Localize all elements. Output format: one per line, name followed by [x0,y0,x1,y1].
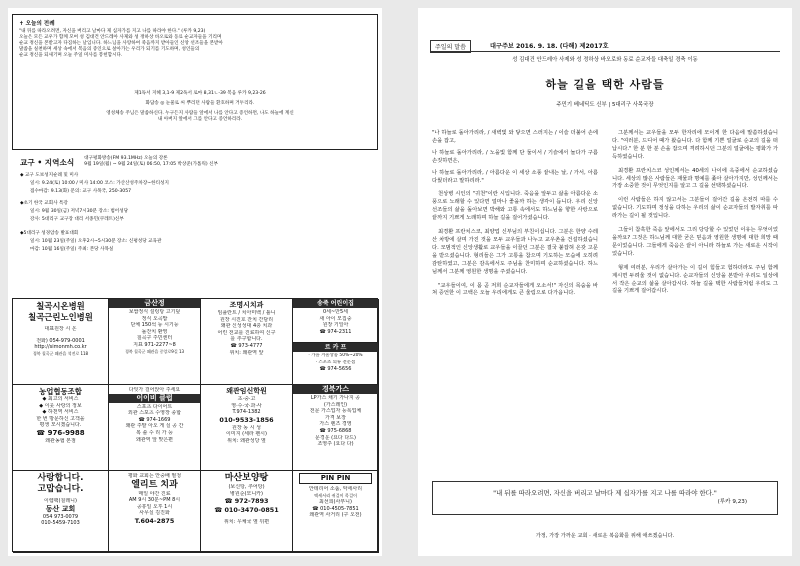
homily-paragraph: 그분께서는 교우들을 모두 한자리에 모이게 한 다음에 말씀하셨습니다. "여러분, 드디어 때가 왔습니다. 다 함께 기쁜 얼굴로 순교의 길을 떠납시다." 한 분 한 분 손을 잡으며 격려하시던 그분의 얼굴에는 평화가 가득하였습니다. [612,130,778,160]
liturgy-title: ✝ 오늘의 전례 [19,21,55,27]
issue-info: 대구주보 2016. 9. 18. (다해) 제2017호 [490,43,609,50]
ad-line: 어린 전교를 진료하여 신구 [217,329,276,336]
news-item-heading: ◆5대리구 성경암송 발표대회 [20,231,79,237]
ad-phone: ☎ 976-9988 [36,428,85,437]
ad-line: 경북 칠곡군 왜관읍 중앙로9길 13 [124,348,185,354]
ad-line: 매일 야간 진료 [138,490,171,497]
ad-line: 액세서리 귀걸이 목걸이 [313,492,358,498]
ad-phone: ☎ 010-3470-0851 [214,506,279,515]
ad-line: 초·중·고 [237,396,256,402]
ad-title: 이이비 클럽 [109,394,200,403]
ad-line: 스포츠 다이어트 [136,403,173,410]
ad-line: 평화 교회는 안중배 필청 [127,473,182,479]
ad-line: ☎ 974-2311 [319,328,352,335]
ad-line: 복 솔 수 리 가 능 [136,429,173,436]
ad-line: 010-5459-7103 [41,520,80,527]
ad-line: 전문 가스업자 등록업체 [309,408,362,415]
ad-geumsanjeong [109,299,201,385]
ad-gyeongbuk-gas [293,385,379,471]
news-title: 교구 • 지역소식 [20,157,75,167]
homily-column-2 [612,130,778,296]
ad-line: 단체 150석 등 시기능 [130,322,179,329]
ad-title: 사랑합니다. [37,473,84,483]
closing-verse: "내 뒤를 따라오려면, 자신을 버리고 날마다 제 십자가를 지고 나를 따라야 한다." [493,489,717,497]
homily-paragraph: 최경환 프란치스코, 최양업 신부님의 부친이십니다. 그분은 한양 수레산 차방에 살며 가진 것을 모두 교우들과 나누고 교우촌을 건설하셨습니다. 모범적인 신앙생활로 교우들을 이끌던 그분은 결국 붙잡혀 온갖 고문을 받으셨습니다. 형리들은 그가 고통을 참으며 기도하는 모습에 오히려 감탄하였고, 그분은 감옥에서도 주님을 찬미하며 순교하셨습니다. 하느님께서 그분께 영원한 생명을 주셨습니다. [432,229,598,275]
ad-line: 가스 렌즈 경영 [319,421,352,428]
ad-line: 0세~만5세 [322,309,349,315]
ad-line: 공휴일 오후 1시 [136,503,173,510]
ad-line: ☎ 975-6868 [319,427,352,434]
ad-title: 송죽 어린이집 [293,299,378,308]
ad-eibi-club [109,385,201,471]
communion-antiphon-cont: 내 아버지 앞에서 그를 안다고 증언하리라. [157,117,243,123]
ad-le-cafe [293,343,379,385]
news-item: 접수마감: 9.13(화) 문의: 교구 사목국, 250-3057 [30,189,132,195]
advertisements-grid [12,298,378,552]
ad-line: 위치: 왜관역 앞 [229,349,264,356]
news-section [20,156,372,254]
ad-line: 원장 동 시 성 [232,424,261,431]
ad-songjuk-kindergarten [293,299,379,343]
news-item-heading: ◆ 교구 도보성지순례 및 미사 [20,173,79,179]
ad-masan-boyangtang [201,471,293,553]
ad-title: 고맙습니다. [37,484,84,494]
news-item: 일시: 9월 30일(금) 저녁7시30분 장소: 범어성당 [30,209,129,215]
ad-line: 평생 모시겠습니다. [39,422,82,429]
homily-column-1 [432,130,598,298]
section-badge: 주일의 말씀 [430,40,471,53]
ad-line: AM 9시 30분~PM 8시 [128,497,181,504]
homily-paragraph: 형제 여러분, 우리가 살아가는 이 길이 힘들고 험하더라도 주님 함께 계시면 두려울 것이 없습니다. 순교자들의 신앙을 본받아 우리도 일상에서 작은 순교의 삶을 살아갑시다. 하늘 길을 택한 사람들처럼 우리도 그 길을 기쁘게 걸어갑시다. [612,264,778,295]
ad-line: 가격 보장 [325,414,346,421]
ad-line: 문경운 (요다 다드) [315,434,356,441]
ad-pin-pin [293,471,379,553]
poem-stanza: 나 하늘로 돌아가리라, / 아름다운 이 세상 소풍 끝내는 날, / 가서, 아름다웠더라고 말하리라." [432,169,598,184]
ad-line: 왜관 신성성대 4층 치과 [220,323,273,330]
broadcast-info: 대구평화방송(FM 93.1MHz) 오늘의 강론 [84,156,168,161]
closing-verse-box [432,481,778,515]
ad-line: 왜관역 앞 맞은편 [136,436,173,443]
liturgy-intro [19,29,371,59]
footer-slogan: 가정, 가장 가까운 교회 · 새로운 복음화를 위해 애쓰겠습니다. [535,533,675,539]
ad-line: 새 아이 모집중 [319,315,352,322]
news-item-heading: ◆초기 한국 교회사 특강 [20,201,68,207]
ad-line: 안테리어 소품, 악세사리 [308,486,363,492]
readings: 제1독서 지혜 3,1-9 제2독서 로마 8,31ㄴ-39 복음 루카 9,23-26 [134,91,266,96]
homily-title: 하늘 길을 택한 사람들 [545,78,665,91]
left-page [8,8,382,556]
ad-line: ◆ 이웃 사랑의 정보 [39,402,82,409]
ad-line: (가스레인) [323,401,348,408]
ad-title: 칠곡근린노인병원 [28,312,93,322]
right-page [418,8,792,556]
ad-title: PIN PIN [299,473,372,484]
ad-line: 왜관농협 본점 [45,437,76,444]
ad-line: 대표원장 시 온 [44,326,77,332]
ad-line: ◆ 하천역 서비스 [42,409,79,416]
ad-line: 영·수·국·과·사 [231,402,262,409]
ad-simon-hospital [13,299,109,385]
ad-line: 돌잔치 환영 [141,328,168,335]
homily-paragraph: 그들이 참혹한 죽음 앞에서도 그리 당당할 수 있었던 이유는 무엇이었을까요? 그것은 하느님께 대한 굳은 믿음과 영원한 생명에 대한 희망 때문이었습니다. 그들에게 죽음은 끝이 아니라 하늘로 가는 새로운 시작이었습니다. [612,227,778,257]
ad-line: 사무실 김진화 [139,510,170,517]
ad-line: ☎ 974-5656 [319,366,352,373]
liturgy-line: 오늘은 모든 교우가 함께 모여 성 김대건 안드레아 사제와 성 정하상 바오로와 동료 순교자들을 기리며 [19,35,222,41]
ad-jomyeongsi-dental [201,299,293,385]
ad-phone: ☎ 972-7893 [224,497,269,506]
poem-stanza: 나 하늘로 돌아가리라, / 노을빛 함께 단 둘이서 / 기슭에서 놀다가 구름 손짓하면은, [432,149,598,164]
ad-title: 농업협동조합 [39,387,82,396]
ad-line: 임플란트 / 치아미백 / 틀니 [217,310,276,316]
ad-line: 한 번 방문하신 고객을 [36,415,85,422]
liturgy-line: 순교 정신을 되새기며 오늘 주일 미사를 봉헌합시다. [19,53,123,59]
homily-paragraph: 이런 사람들은 하지 않고서는 그분들이 걸어간 길을 온전히 따를 수 없습니다. 기도하며 정성을 다하는 우리의 삶이 순교자들의 발자취를 따라가는 길이 될 것입니다. [612,197,778,220]
ad-line: 위치: 왜관성당 옆 [227,437,266,444]
ad-line: 이렘팩(칠레니) [44,498,77,504]
closing-verse-ref: (루카 9,23) [717,499,747,505]
today-liturgy-box [12,14,378,150]
communion-antiphon: 영성체송 주님은 말씀하신다. 누구든지 사람들 앞에서 나를 안다고 증언하면, 나도 하늘에 계신 [106,111,294,117]
ad-phone: T.604-2875 [134,516,175,525]
ad-line: 이미지 (세라 펜시) [226,431,267,438]
ad-elite-dental [109,471,201,553]
ad-title: 칠곡시온병원 [36,301,85,311]
ad-line: 지표 971-2277~8 [133,341,176,348]
ad-line: 동산 교회 [45,504,76,513]
responsorial-psalm: 화답송 ◎ 눈물로 씨 뿌리던 사람들 환호하며 거두리라. [145,101,255,107]
broadcast-time: 9월 19일(월) ~ 9월 24일(토) 06:50, 17:05 박상준(가톨릭) 신부 [84,162,219,168]
ad-line: LP가스 채기 가나지 공 [310,395,361,401]
ad-line: T.974-1382 [232,409,261,416]
ad-line: 왜관역 사거리 (구 오전) [309,512,362,519]
ad-nonghyup [13,385,109,471]
news-item: 마감: 10월 16일(주일) 주최: 본당 사목실 [30,247,114,253]
homily-paragraph: "교우들이여, 이 몸 곧 저희 순교자들에게 오소서!" 자신의 목숨을 바쳐 증언한 이 고백은 오늘 우리에게도 큰 울림으로 다가옵니다. [432,282,598,297]
news-item: 강사: 5대리구 교구장 대리 서종민(쿠레트)신부 [30,217,124,223]
homily-paragraph: 천상병 시인의 "귀천"이란 시입니다. 죽음을 앞두고 삶을 아름다운 소풍으로 노래할 수 있다면 얼마나 좋을까 하는 생각이 듭니다. 우리 신앙 선조들의 삶을 돌아보면 박해와 고통 속에서도 하느님을 향한 사랑으로 끝까지 기쁘게 노래하며 하늘 길을 걸어가셨습니다. [432,191,598,222]
liturgy-line: 말씀을 실천하며 세상 속에서 복음의 증인으로 살아가는 우리가 되기를 기도하며, 성인들의 [19,47,200,53]
ad-line: 왜관 주말 아오 게 실 공 간 [125,423,184,430]
readings-block [35,91,365,123]
ad-line: 보쌈정식 설렁탕 고기덮 [128,309,181,315]
news-item: 일시: 10월 23일(주일) 오후2시~5시30분 장소: 신평성당 교육관 [30,239,162,245]
ad-title: 엘리트 치과 [131,479,178,490]
ad-line: · 가을 겨울상품 50%~20% [308,353,363,358]
ad-title: 르 카 프 [293,343,378,352]
ad-line: 를 추구합니다. [230,336,263,343]
ad-line: ☎ 973-4777 [230,342,263,349]
ad-line: 다잇가 걸어앉아 주세요 [128,387,181,393]
header-rule [430,51,780,52]
ad-line: (보신탕, 추어탕) [228,484,265,490]
feast-title: 성 김대건 안드레아 사제와 성 정하상 바오로와 동료 순교자들 대축일 경축 이동 [512,57,698,63]
homily-paragraph: 최경환 프란치스코 성인께서는 40세의 나이에 옥중에서 순교하셨습니다. 세상의 많은 사람들은 재물과 명예를 좇아 살아가지만, 성인께서는 가장 소중한 것이 무엇인지를 알고 그 길을 선택하셨습니다. [612,167,778,190]
ad-title: 조명시치과 [229,301,264,309]
ad-waegwan-academy [201,385,293,471]
ad-line: 칠곡구 주민센터 [136,335,173,342]
ad-title: 왜관임신학원 [226,387,267,395]
ad-line: 전화) 054-979-0001 [36,337,85,344]
liturgy-line: "내 뒤를 따라오려면, 자신을 버리고 날마다 제 십자가를 지고 나를 따라야 한다." (루카 9,23) [19,29,206,34]
ad-line: 최선희(사부니) [319,499,352,506]
ad-line: 조영주 (요다 다) [317,441,354,448]
ad-title: 경북가스 [293,385,378,394]
ad-line: 원장 시진호 잔치 간담리 [219,316,274,323]
ad-line: 위치: 우체국 옆 뒤편 [223,519,270,526]
ad-line: http://simonmh.co.kr [34,344,87,351]
ad-phone: ☎ 010-4505-7851 [312,505,359,512]
ad-title: 금산정 [109,299,200,308]
poem-stanza: "나 하늘로 돌아가리라, / 새벽빛 와 닿으면 스러지는 / 이슬 더불어 손에 손을 잡고, [432,130,598,144]
liturgy-line: 순교 정신을 본받고자 다짐하는 날입니다. 하느님을 사랑하여 죽음까지 받아들인 신앙 선조들을 본받아 [19,41,223,47]
ad-phone: 010-9533-1856 [219,415,274,424]
ad-line: · 스포츠 의류 전문점 [315,359,356,365]
ad-title: 마산보양탕 [224,473,269,483]
ad-line: 외관 스포츠 수영장 종합 [127,410,182,417]
ad-line: 정식 오곡밥 [141,315,168,322]
news-item: 일시: 9.24(토) 10:00 / 미사 14:00 코스: 가산산성주차장~한티성지 [30,181,169,187]
ad-dongsan-church [13,471,109,553]
ad-line: ☎ 974-1669 [138,416,171,423]
ad-line: 경북 칠곡군 왜관읍 석전로 118 [32,350,89,356]
ad-line: 054 973-0079 [42,513,79,520]
ad-line: 병원순(모니카) [230,490,263,497]
ad-line: 원장 기일아 [322,322,349,329]
homily-author: 주민기 베네딕도 신부 | 5대리구 사목국장 [556,102,654,108]
ad-line: ◆ 최고의 서비스 [42,396,79,402]
